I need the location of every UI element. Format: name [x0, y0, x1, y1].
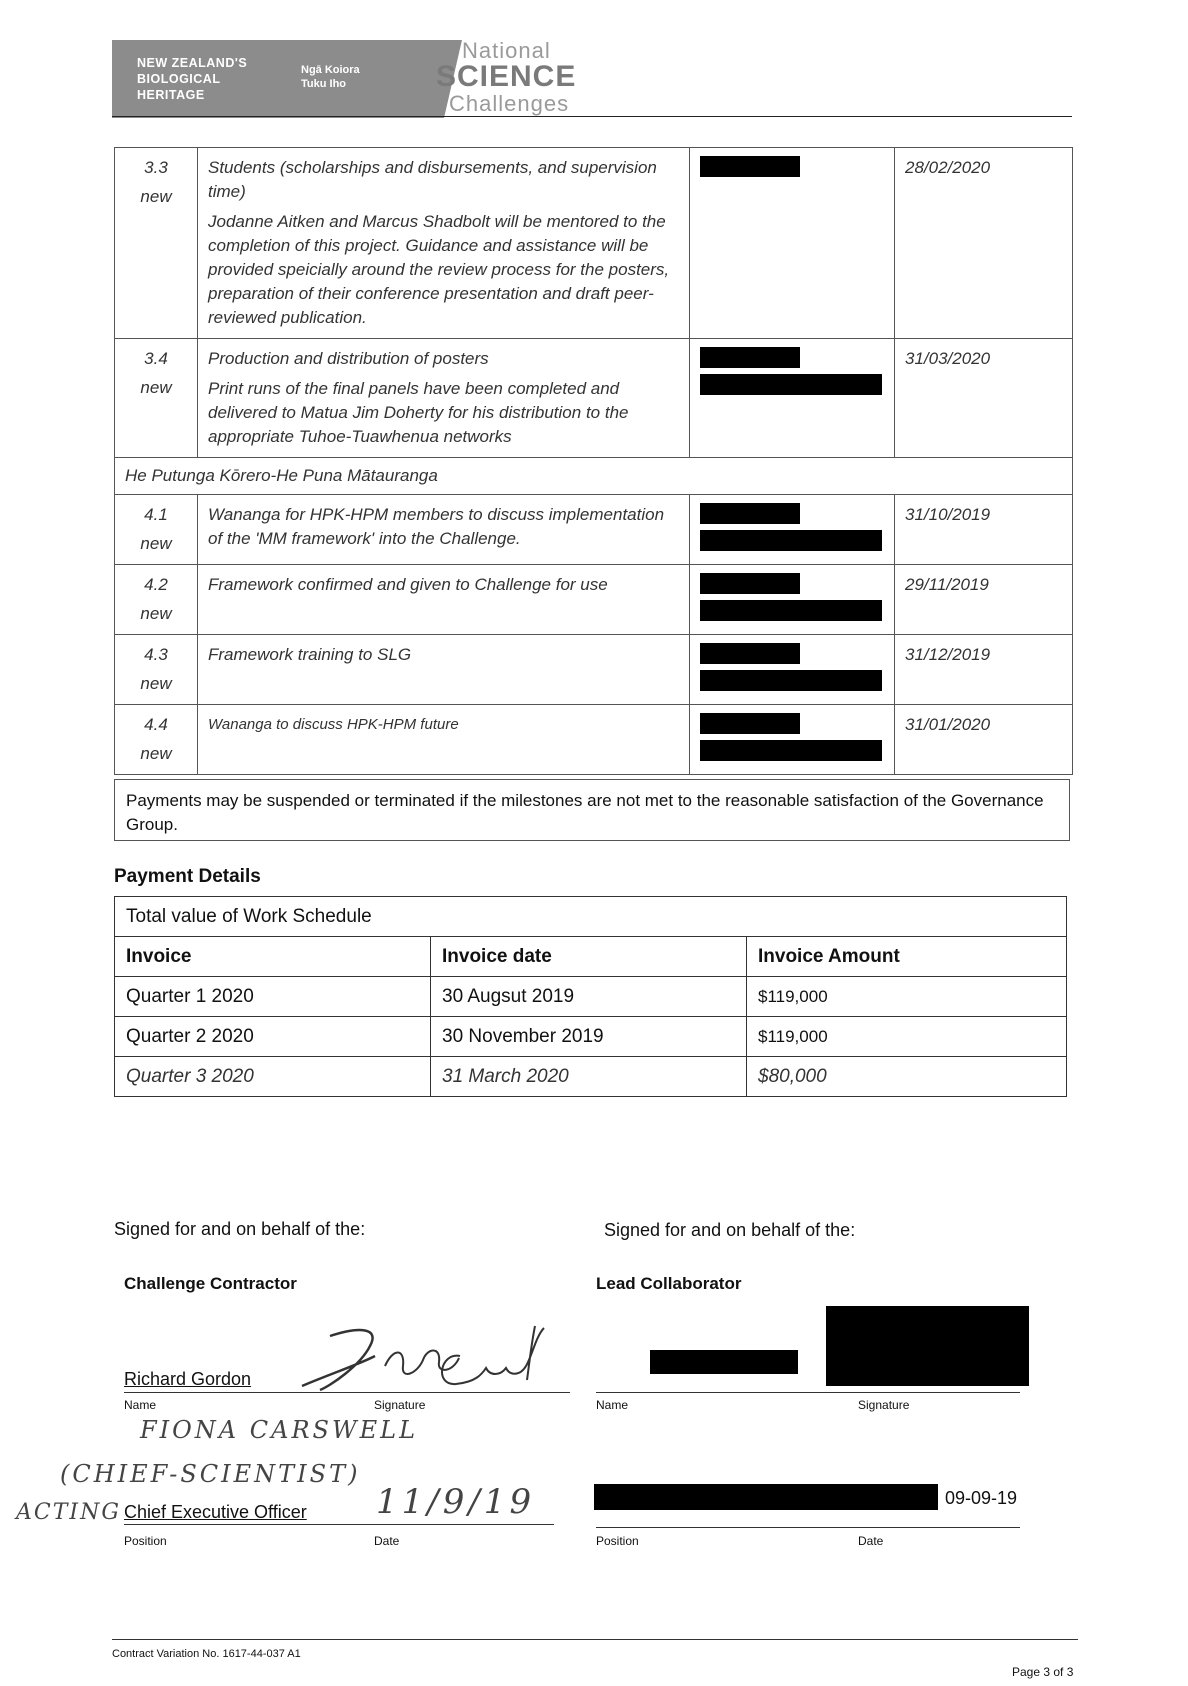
- milestone-number: 4.4 new: [115, 705, 198, 775]
- invoice-date-cell: 31 March 2020: [431, 1057, 747, 1097]
- left-position: Chief Executive Officer: [124, 1502, 307, 1522]
- milestone-number: 3.4 new: [115, 339, 198, 458]
- contract-reference: Contract Variation No. 1617-44-037 A1: [112, 1648, 301, 1660]
- invoice-cell: Quarter 1 2020: [115, 977, 431, 1017]
- milestone-date: 31/01/2020: [895, 705, 1073, 775]
- table-row: [115, 1017, 1067, 1057]
- redacted-cell: [690, 339, 895, 458]
- left-name-label: Name: [124, 1398, 157, 1412]
- nsc-logo-science: SCIENCE: [436, 60, 577, 93]
- redacted-name: [650, 1350, 798, 1374]
- payment-details-title: Payment Details: [114, 866, 261, 887]
- handwritten-date: 11/9/19: [376, 1482, 536, 1522]
- milestone-date: 29/11/2019: [895, 565, 1073, 635]
- table-row: [115, 148, 1073, 339]
- milestone-number: 4.2 new: [115, 565, 198, 635]
- invoice-amount-cell: $80,000: [747, 1057, 1067, 1097]
- redaction-block: [700, 156, 800, 177]
- right-name-signature-line: [596, 1392, 1020, 1393]
- invoice-cell: Quarter 3 2020: [115, 1057, 431, 1097]
- redaction-block: [700, 347, 800, 368]
- left-signed-intro: Signed for and on behalf of the:: [114, 1219, 366, 1239]
- header-rule: [112, 116, 1072, 117]
- right-position-date-line: [596, 1527, 1020, 1528]
- milestone-description: Framework training to SLG: [198, 635, 690, 705]
- table-row: [115, 1057, 1067, 1097]
- right-position-label: Position: [596, 1534, 639, 1548]
- invoice-date-cell: 30 November 2019: [431, 1017, 747, 1057]
- payment-notice: Payments may be suspended or terminated if the milestones are not met to the reasonable satisfaction of the Governance Group.: [114, 779, 1070, 841]
- invoice-cell: Quarter 2 2020: [115, 1017, 431, 1057]
- redacted-cell: [690, 148, 895, 339]
- milestone-date: 31/12/2019: [895, 635, 1073, 705]
- redacted-cell: [690, 705, 895, 775]
- column-header: Invoice: [115, 937, 431, 977]
- redaction-block: [700, 374, 882, 395]
- milestone-description: Wananga to discuss HPK-HPM future: [198, 705, 690, 775]
- column-header: Invoice Amount: [747, 937, 1067, 977]
- right-signature-label: Signature: [858, 1398, 910, 1412]
- left-party-label: Challenge Contractor: [124, 1274, 297, 1293]
- table-row: [115, 635, 1073, 705]
- page-number: Page 3 of 3: [1012, 1665, 1074, 1679]
- left-name-signature-line: [124, 1392, 570, 1393]
- left-position-label: Position: [124, 1534, 167, 1548]
- left-date-label: Date: [374, 1534, 400, 1548]
- left-position-date-line: [124, 1524, 554, 1525]
- table-row: [115, 705, 1073, 775]
- maori-logo-text: Ngā Koiora Tuku Iho: [301, 64, 360, 90]
- milestones-table: [114, 147, 1073, 775]
- redacted-position: [594, 1484, 938, 1510]
- table-row: [115, 495, 1073, 565]
- redaction-block: [700, 740, 882, 761]
- left-name: Richard Gordon: [124, 1369, 252, 1389]
- milestone-description: Wananga for HPK-HPM members to discuss implementation of the 'MM framework' into the Challenge.: [198, 495, 690, 565]
- table-header-row: [115, 937, 1067, 977]
- footer-rule: [112, 1639, 1078, 1640]
- redaction-block: [700, 600, 882, 621]
- left-signature-label: Signature: [374, 1398, 426, 1412]
- column-header: Invoice date: [431, 937, 747, 977]
- milestone-description: Framework confirmed and given to Challenge for use: [198, 565, 690, 635]
- invoice-amount-cell: $119,000: [747, 1017, 1067, 1057]
- milestone-date: 31/03/2020: [895, 339, 1073, 458]
- handwritten-acting: ACTING: [16, 1500, 121, 1525]
- redacted-signature: [826, 1306, 1029, 1386]
- invoice-amount-cell: $119,000: [747, 977, 1067, 1017]
- redaction-block: [700, 713, 800, 734]
- nsc-logo-challenges: Challenges: [449, 91, 570, 116]
- milestone-number: 4.1 new: [115, 495, 198, 565]
- handwritten-name: FIONA CARSWELL: [140, 1416, 419, 1444]
- right-date: 09-09-19: [945, 1488, 1018, 1508]
- redacted-cell: [690, 635, 895, 705]
- section-title: He Putunga Kōrero-He Puna Mātauranga: [115, 458, 1073, 495]
- right-name-label: Name: [596, 1398, 629, 1412]
- milestone-date: 31/10/2019: [895, 495, 1073, 565]
- milestone-number: 4.3 new: [115, 635, 198, 705]
- nsc-logo-national: National: [462, 38, 551, 63]
- right-date-label: Date: [858, 1534, 884, 1548]
- right-party-label: Lead Collaborator: [596, 1274, 742, 1293]
- redacted-cell: [690, 495, 895, 565]
- total-value-label: Total value of Work Schedule: [115, 897, 1067, 937]
- milestone-description: Production and distribution of posters Print runs of the final panels have been completed and delivered to Matua Jim Doherty for his distribution to the appropriate Tuhoe-Tuawhenua networks: [198, 339, 690, 458]
- redaction-block: [700, 503, 800, 524]
- table-row: [115, 897, 1067, 937]
- table-row: [115, 339, 1073, 458]
- handwritten-role: (CHIEF-SCIENTIST): [60, 1460, 361, 1488]
- payment-table: [114, 896, 1067, 1097]
- redaction-block: [700, 670, 882, 691]
- table-row: [115, 565, 1073, 635]
- redaction-block: [700, 643, 800, 664]
- right-signed-intro: Signed for and on behalf of the:: [604, 1220, 856, 1240]
- heritage-logo-text: NEW ZEALAND'S BIOLOGICAL HERITAGE: [137, 56, 248, 102]
- invoice-date-cell: 30 Augsut 2019: [431, 977, 747, 1017]
- signature-image: [290, 1316, 580, 1394]
- milestone-date: 28/02/2020: [895, 148, 1073, 339]
- section-row: [115, 458, 1073, 495]
- milestone-description: Students (scholarships and disbursements, and supervision time) Jodanne Aitken and Marcus Shadbolt will be mentored to the completion of this project. Guidance and assistance will be provided speicially around the review process for the posters, preparation of their conference presentation and draft peer-reviewed publication.: [198, 148, 690, 339]
- milestone-number: 3.3 new: [115, 148, 198, 339]
- table-row: [115, 977, 1067, 1017]
- redaction-block: [700, 573, 800, 594]
- redacted-cell: [690, 565, 895, 635]
- redaction-block: [700, 530, 882, 551]
